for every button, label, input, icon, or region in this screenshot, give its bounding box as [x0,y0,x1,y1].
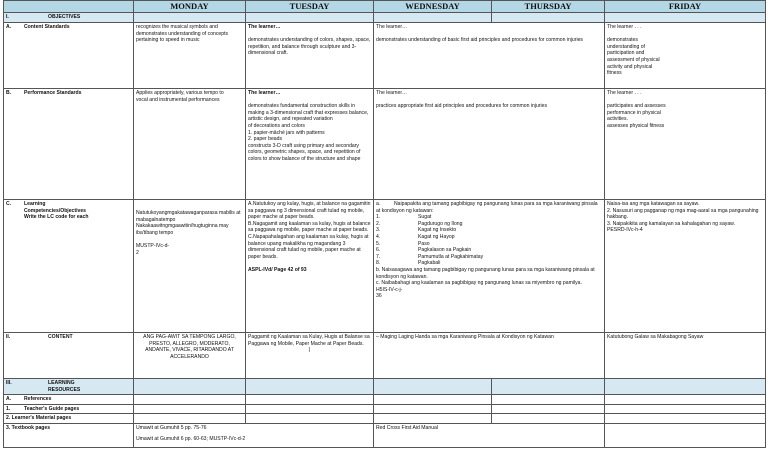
performance-standards-label: B. Performance Standards [4,89,134,200]
first-aid-item: 7. Pamumutla at Pagkahimatay [376,253,484,260]
content-row [4,333,766,379]
first-aid-item: 3. Kagat ng Insekto [376,227,457,234]
textbook-row [4,423,766,447]
lesson-plan-table [3,0,766,448]
learning-resources-row [4,379,766,395]
textbook-monday: Umawit at Gumuhit 5 pp. 75-76 Umawit at Gumuhit 6 pp. 60-63; MUSTP-IVc-d-2 [134,423,374,447]
header-wednesday: WEDNESDAY [374,1,492,13]
performance-standards-tuesday: The learner… demonstrates fundamental construction skills in making a 3-dimensional craft that expresses balance, artistic design, and repeated variation of decorations and colors 1. papier-mâché jars with patterns 2. paper beads constructs 3-D craft using primary and secondary colors, geometric shapes, space, and repetition of colors to show balance of the structure and shape [246,89,374,200]
competencies-row [4,200,766,333]
objectives-label: I. OBJECTIVES [4,13,134,23]
competencies-tuesday: A.Natutukoy ang kulay, hugis, at balance na gagamitin sa paggawa ng 3 dimensional craft tulad ng mobile, paper mache at paper beads. B.Nagagamit ang kaalaman sa kulay, hugis at balance sa paggawa ng mobile, paper mache at paper beads. C.Napapahalagahan ang kaalaman sa kulay, hugis at balance upang makalikha ng magandang 3 dimensional craft tulad ng mobile, paper mache at paper beads. ASPL-IVd/ Page 42 of 93 [246,200,374,333]
learners-material-label: 2. Learner's Material pages [4,414,134,424]
day-header-row [4,1,766,13]
content-standards-wednesday: The learner… demonstrates understanding of basic first aid principles and procedures for common injuries [374,23,605,89]
content-label: II. CONTENT [4,333,134,379]
content-standards-friday: The learner . . . demonstrates understanding of participation and assessment of physical activity and physical fitness [605,23,766,89]
performance-standards-row [4,89,766,200]
header-friday: FRIDAY [605,1,766,13]
first-aid-item: 5. Paso [376,240,430,247]
textbook-label: 3. Textbook pages [4,423,134,447]
competencies-friday: Naisa-isa ang mga katawagan sa sayaw. 2. Nasusuri ang pagganap ng mga mag-aaral sa mga pangunahing hakbang. 3. Naipakikita ang kamalayan sa kahalagahan ng sayaw. PESRD-IVc-h-4 [605,200,766,333]
references-row [4,395,766,405]
competencies-monday: Natutukoyangmgakatawaganparasa mabilis at mabagalnatempo Nakakaawitngmgaawitin/hugtuginna may iba'tibang tempo MUSTP-IVc-d- 2 [134,200,246,333]
learners-material-row [4,414,766,424]
content-standards-row [4,23,766,89]
first-aid-item: 2. Pagdurugo ng Ilong [376,220,463,227]
performance-standards-monday: Applies appropriately, various tempo to vocal and instrumental performances [134,89,246,200]
teachers-guide-row [4,404,766,414]
content-standards-monday: recognizes the musical symbols and demonstrates understanding of concepts pertaining to speed in music [134,23,246,89]
content-friday: Katutubong Galaw sa Makabagong Sayaw [605,333,766,379]
first-aid-item: 8. Pagkabali [376,260,441,267]
teachers-guide-label: 1. Teacher's Guide pages [4,404,134,414]
performance-standards-wednesday: The learner… practices appropriate first aid principles and procedures for common injuries [374,89,605,200]
competencies-label: C. Learning Competencies/Objectives Write the LC code for each [4,200,134,333]
content-standards-tuesday: The learner… demonstrates understanding of colors, shapes, space, repetition, and balance through sculpture and 3-dimensional craft. [246,23,374,89]
first-aid-item: 1. Sugat [376,214,432,221]
performance-standards-friday: The learner . . . participates and assesses performance in physical activities. assesses physical fitness [605,89,766,200]
header-blank [4,1,134,13]
first-aid-item: 4. Kagat ng Hayop [376,233,455,240]
textbook-wednesday: Red Cross First Aid Manual [374,423,605,447]
header-monday: MONDAY [134,1,246,13]
content-tuesday: Paggamit ng Kaalaman sa Kulay, Hugis at Balanse sa Paggawa ng Mobile, Paper Mache at Paper Beads. ) [246,333,374,379]
competencies-wednesday: a. Naipapakita ang tamang pagbibigay ng pangunang lunas para sa mga karaniwang pinsala at kondisyon ng katawan: 1. Sugat 2. Pagdurugo ng Ilong 3. Kagat ng Insekto 4. Kagat ng Hayop 5. Paso 6. Pagkalason sa Pagkain 7. Pamumutla at Pagkahimatay 8. Pagkabali b. Naisasagawa ang tamang pagbibigay ng pangunang lunas para sa mga karaniwang pinsala at kondisyon ng katawan. c. Naibabahagi ang kaalaman sa pagbibigay ng pangunang lunas sa miyembro ng pamilya. H5IS-IV-c-j- 36 [374,200,605,333]
content-wednesday: – Maging Laging Handa sa mga Karaniwang Pinsala at Kondisyon ng Katawan [374,333,605,379]
references-label: A. References [4,395,134,405]
learning-resources-label: III. LEARNING RESOURCES [4,379,134,395]
header-thursday: THURSDAY [492,1,605,13]
header-tuesday: TUESDAY [246,1,374,13]
content-standards-label: A. Content Standards [4,23,134,89]
content-monday: ANG PAG-AWIT SA TEMPONG LARGO, PRESTO, ALLEGRO, MODERATO, ANDANTE, VIVACE, RITARDANDO AT ACCELERANDO [134,333,246,379]
first-aid-item: 6. Pagkalason sa Pagkain [376,247,472,254]
objectives-row [4,13,766,23]
